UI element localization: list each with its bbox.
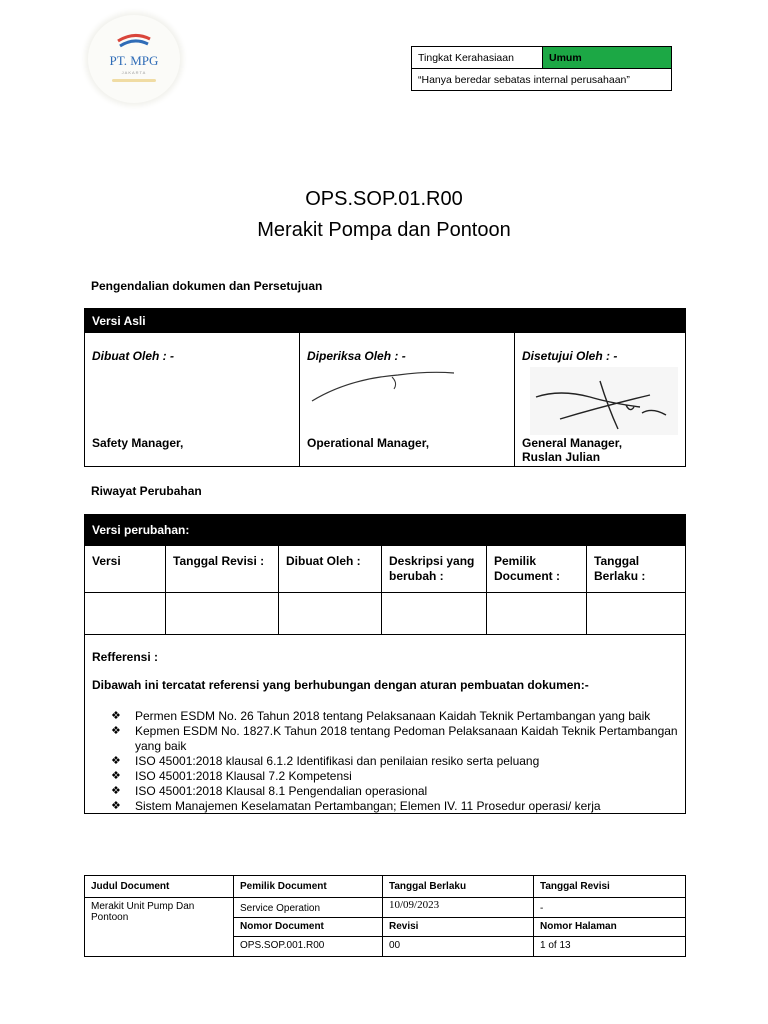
approved-name: Ruslan Julian (522, 450, 601, 464)
company-logo (88, 15, 180, 103)
approved-role: General Manager, (522, 436, 623, 450)
footer-h-nomor: Nomor Document (234, 918, 383, 937)
list-item: ❖ ISO 45001:2018 Klausal 7.2 Kompetensi (111, 769, 352, 783)
table-cell (587, 593, 686, 635)
references-intro: Dibawah ini tercatat referensi yang berhubungan dengan aturan pembuatan dokumen:- (92, 678, 589, 692)
bullet-diamond-icon: ❖ (111, 725, 121, 737)
footer-berlaku: 10/09/2023 (383, 898, 534, 918)
list-item: ❖ Kepmen ESDM No. 1827.K Tahun 2018 tentang Pedoman Pelaksanaan Kaidah Teknik Pertambangan yang baik (111, 724, 678, 753)
history-col-pemilik: Pemilik Document : (487, 546, 587, 593)
classification-table (411, 46, 672, 91)
checked-role: Operational Manager, (307, 436, 430, 450)
document-title: Merakit Pompa dan Pontoon (257, 219, 511, 241)
footer-pemilik: Service Operation (234, 898, 383, 918)
table-cell (166, 593, 279, 635)
logo-subtitle: JAKARTA (121, 70, 147, 75)
list-item: ❖ Permen ESDM No. 26 Tahun 2018 tentang Pelaksanaan Kaidah Teknik Pertambangan yang baik (111, 709, 651, 723)
footer-halaman: 1 of 13 (534, 937, 686, 957)
approval-bar: Versi Asli (85, 309, 686, 333)
classification-label: Tingkat Kerahasiaan (412, 47, 543, 69)
signature-approver-icon (530, 367, 678, 435)
list-item: ❖ ISO 45001:2018 Klausal 8.1 Pengendalian operasional (111, 784, 428, 798)
signature-approver-image (530, 367, 678, 435)
history-col-tanggal-berlaku: Tanggal Berlaku : (587, 546, 686, 593)
history-heading: Riwayat Perubahan (91, 484, 202, 498)
classification-note: “Hanya beredar sebatas internal perusahaan” (412, 69, 672, 91)
footer-h-pemilik: Pemilik Document (234, 876, 383, 898)
created-by-label: Dibuat Oleh : - (92, 349, 174, 363)
footer-h-judul: Judul Document (85, 876, 234, 898)
footer-h-halaman: Nomor Halaman (534, 918, 686, 937)
history-bar: Versi perubahan: (85, 515, 686, 546)
references-cell (85, 635, 686, 814)
history-header-row (85, 546, 686, 593)
table-cell (382, 593, 487, 635)
logo-underline (112, 79, 156, 82)
footer-h-berlaku: Tanggal Berlaku (383, 876, 534, 898)
footer-h-rev: Revisi (383, 918, 534, 937)
history-empty-row (85, 593, 686, 635)
approval-cell-approved (515, 333, 686, 467)
bullet-diamond-icon: ❖ (111, 755, 121, 767)
approved-by-label: Disetujui Oleh : - (522, 349, 618, 363)
approval-cell-checked (300, 333, 515, 467)
history-col-dibuat-oleh: Dibuat Oleh : (279, 546, 382, 593)
footer-judul: Merakit Unit Pump Dan Pontoon (85, 898, 234, 957)
signature-checker-icon (308, 367, 458, 407)
list-item: ❖ ISO 45001:2018 klausal 6.1.2 Identifikasi dan penilaian resiko serta peluang (111, 754, 540, 768)
created-role: Safety Manager, (92, 436, 184, 450)
bullet-diamond-icon: ❖ (111, 785, 121, 797)
table-cell (85, 593, 166, 635)
footer-h-revisi: Tanggal Revisi (534, 876, 686, 898)
logo-name: PT. MPG (109, 53, 159, 68)
bullet-diamond-icon: ❖ (111, 770, 121, 782)
classification-value: Umum (543, 47, 672, 69)
logo-swoosh-icon (116, 33, 152, 51)
approval-cell-created (85, 333, 300, 467)
references-title: Refferensi : (92, 650, 159, 664)
footer-rev: 00 (383, 937, 534, 957)
history-col-tanggal-revisi: Tanggal Revisi : (166, 546, 279, 593)
approval-heading: Pengendalian dokumen dan Persetujuan (91, 279, 323, 293)
footer-table (84, 875, 686, 957)
history-table (84, 514, 686, 814)
table-cell (487, 593, 587, 635)
bullet-diamond-icon: ❖ (111, 710, 121, 722)
footer-nomor: OPS.SOP.001.R00 (234, 937, 383, 957)
table-cell (279, 593, 382, 635)
history-col-versi: Versi (85, 546, 166, 593)
history-col-deskripsi: Deskripsi yang berubah : (382, 546, 487, 593)
footer-revisi: - (534, 898, 686, 918)
references-list (111, 709, 681, 814)
bullet-diamond-icon: ❖ (111, 800, 121, 812)
checked-by-label: Diperiksa Oleh : - (307, 349, 406, 363)
approval-table (84, 308, 686, 467)
document-code: OPS.SOP.01.R00 (305, 188, 463, 210)
list-item: ❖ Sistem Manajemen Keselamatan Pertambangan; Elemen IV. 11 Prosedur operasi/ kerja (111, 799, 601, 813)
